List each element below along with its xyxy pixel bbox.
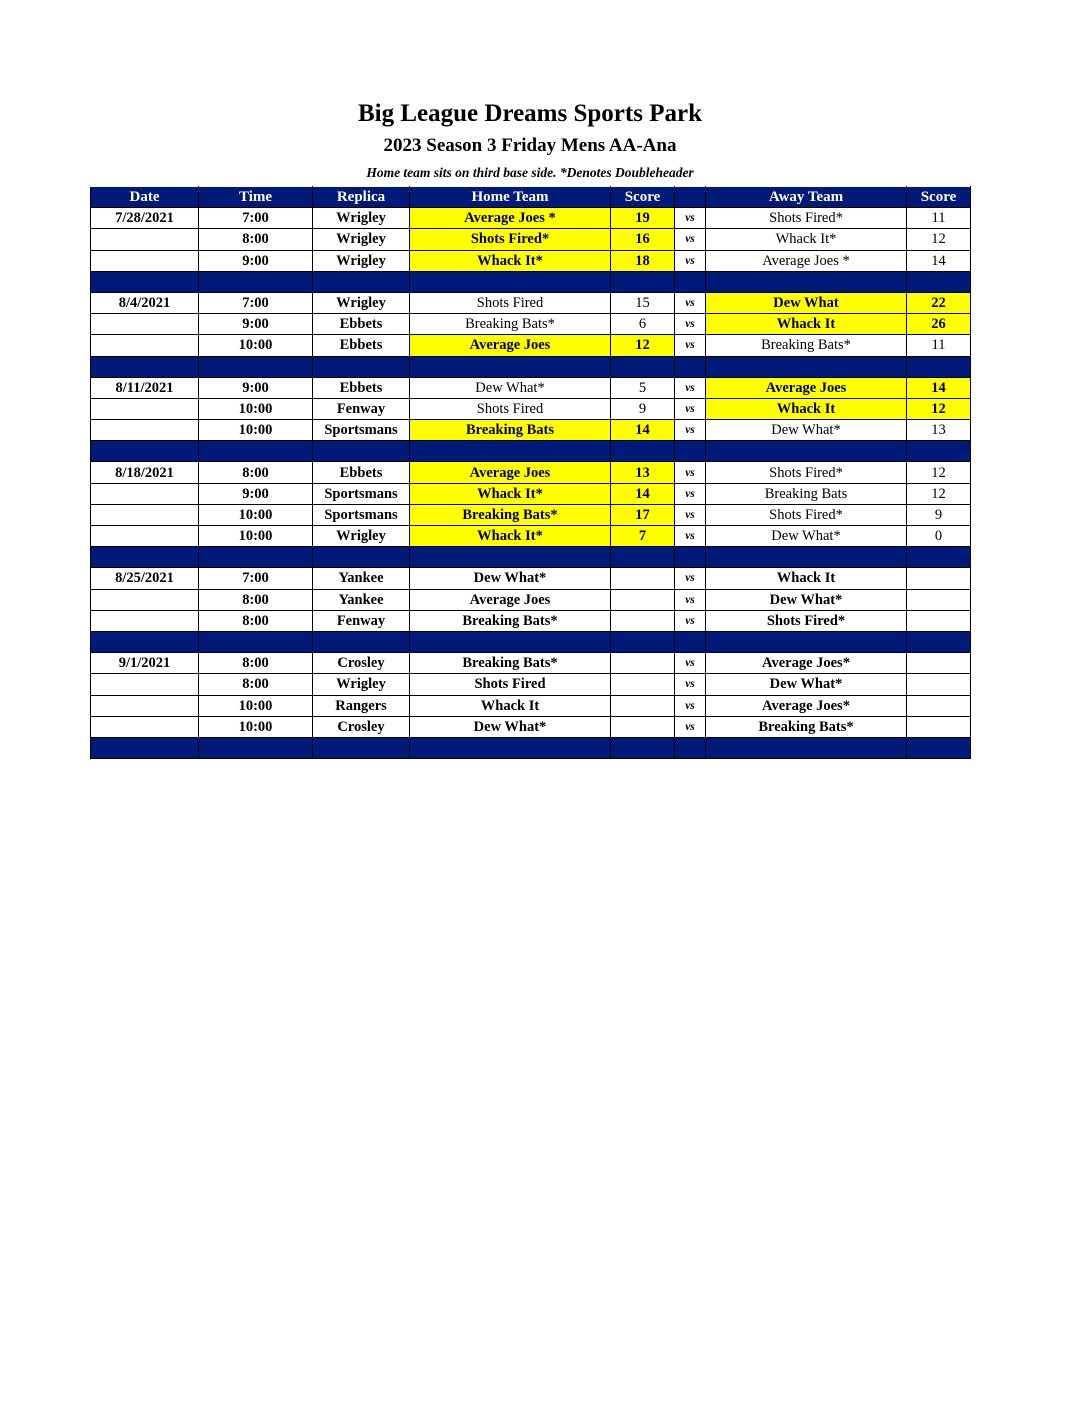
vs-label: vs <box>675 674 706 695</box>
column-header-time: Time <box>199 187 313 208</box>
home-score: 14 <box>611 483 675 504</box>
game-date: 8/4/2021 <box>91 292 199 313</box>
game-time: 8:00 <box>199 653 313 674</box>
schedule-body <box>91 208 971 759</box>
home-team: Shots Fired* <box>410 229 611 250</box>
away-score: 26 <box>907 314 971 335</box>
game-replica-field: Fenway <box>313 398 410 419</box>
away-team: Shots Fired* <box>706 208 907 229</box>
away-score <box>907 695 971 716</box>
game-time: 8:00 <box>199 610 313 631</box>
game-date <box>91 674 199 695</box>
table-row <box>91 314 971 335</box>
home-team: Dew What* <box>410 377 611 398</box>
separator-cell <box>410 737 611 758</box>
home-score: 19 <box>611 208 675 229</box>
separator-cell <box>91 271 199 292</box>
game-date: 8/11/2021 <box>91 377 199 398</box>
away-score <box>907 674 971 695</box>
table-row <box>91 610 971 631</box>
separator-cell <box>410 547 611 568</box>
separator-cell <box>199 547 313 568</box>
separator-cell <box>91 737 199 758</box>
game-date: 9/1/2021 <box>91 653 199 674</box>
game-time: 8:00 <box>199 674 313 695</box>
separator-cell <box>675 737 706 758</box>
away-team: Shots Fired* <box>706 462 907 483</box>
schedule-note: Home team sits on third base side. *Denotes Doubleheader <box>366 165 694 180</box>
away-team: Breaking Bats* <box>706 716 907 737</box>
home-score: 16 <box>611 229 675 250</box>
game-replica-field: Yankee <box>313 589 410 610</box>
game-replica-field: Crosley <box>313 716 410 737</box>
game-date: 8/18/2021 <box>91 462 199 483</box>
game-date <box>91 398 199 419</box>
table-row <box>91 229 971 250</box>
home-team: Average Joes * <box>410 208 611 229</box>
away-team: Shots Fired* <box>706 504 907 525</box>
game-date <box>91 483 199 504</box>
separator-cell <box>410 441 611 462</box>
vs-label: vs <box>675 526 706 547</box>
home-team: Shots Fired <box>410 292 611 313</box>
separator-cell <box>199 356 313 377</box>
vs-label: vs <box>675 208 706 229</box>
home-score: 15 <box>611 292 675 313</box>
separator-cell <box>199 737 313 758</box>
away-team: Whack It* <box>706 229 907 250</box>
home-team: Breaking Bats* <box>410 610 611 631</box>
game-replica-field: Crosley <box>313 653 410 674</box>
game-replica-field: Ebbets <box>313 314 410 335</box>
column-header-replica: Replica <box>313 187 410 208</box>
game-replica-field: Sportsmans <box>313 504 410 525</box>
table-row <box>91 589 971 610</box>
game-time: 9:00 <box>199 314 313 335</box>
home-team: Breaking Bats* <box>410 653 611 674</box>
table-row <box>91 398 971 419</box>
game-time: 8:00 <box>199 229 313 250</box>
column-header-away-team: Away Team <box>706 187 907 208</box>
week-separator-row <box>91 271 971 292</box>
game-time: 9:00 <box>199 250 313 271</box>
page-title: Big League Dreams Sports Park <box>358 100 702 127</box>
game-time: 8:00 <box>199 589 313 610</box>
table-row <box>91 208 971 229</box>
separator-cell <box>91 547 199 568</box>
game-date: 7/28/2021 <box>91 208 199 229</box>
home-team: Average Joes <box>410 462 611 483</box>
away-team: Whack It <box>706 314 907 335</box>
home-score <box>611 589 675 610</box>
game-replica-field: Wrigley <box>313 229 410 250</box>
away-score: 11 <box>907 335 971 356</box>
game-replica-field: Wrigley <box>313 674 410 695</box>
game-replica-field: Ebbets <box>313 462 410 483</box>
vs-label: vs <box>675 420 706 441</box>
game-replica-field: Yankee <box>313 568 410 589</box>
separator-cell <box>907 441 971 462</box>
game-replica-field: Wrigley <box>313 526 410 547</box>
separator-cell <box>706 547 907 568</box>
home-score: 6 <box>611 314 675 335</box>
game-date <box>91 526 199 547</box>
game-date <box>91 420 199 441</box>
separator-cell <box>907 271 971 292</box>
home-score: 5 <box>611 377 675 398</box>
game-replica-field: Wrigley <box>313 250 410 271</box>
game-date <box>91 229 199 250</box>
away-score: 14 <box>907 250 971 271</box>
page-subtitle: 2023 Season 3 Friday Mens AA-Ana <box>383 135 677 156</box>
week-separator-row <box>91 356 971 377</box>
away-team: Average Joes * <box>706 250 907 271</box>
separator-cell <box>91 441 199 462</box>
separator-cell <box>313 547 410 568</box>
home-team: Shots Fired <box>410 674 611 695</box>
home-team: Breaking Bats <box>410 420 611 441</box>
separator-cell <box>410 631 611 652</box>
vs-label: vs <box>675 335 706 356</box>
away-score: 9 <box>907 504 971 525</box>
game-time: 10:00 <box>199 695 313 716</box>
home-score <box>611 716 675 737</box>
separator-cell <box>706 356 907 377</box>
vs-label: vs <box>675 398 706 419</box>
home-team: Shots Fired <box>410 398 611 419</box>
table-row <box>91 377 971 398</box>
separator-cell <box>675 631 706 652</box>
separator-cell <box>410 356 611 377</box>
away-team: Shots Fired* <box>706 610 907 631</box>
game-time: 7:00 <box>199 568 313 589</box>
vs-label: vs <box>675 250 706 271</box>
separator-cell <box>611 271 675 292</box>
home-score <box>611 674 675 695</box>
table-row <box>91 653 971 674</box>
home-score: 9 <box>611 398 675 419</box>
game-time: 7:00 <box>199 208 313 229</box>
game-time: 10:00 <box>199 526 313 547</box>
vs-label: vs <box>675 314 706 335</box>
separator-cell <box>91 631 199 652</box>
game-time: 10:00 <box>199 420 313 441</box>
week-separator-row <box>91 547 971 568</box>
separator-cell <box>199 441 313 462</box>
column-header-date: Date <box>91 187 199 208</box>
home-team: Average Joes <box>410 589 611 610</box>
away-team: Dew What* <box>706 674 907 695</box>
table-row <box>91 568 971 589</box>
away-score: 12 <box>907 483 971 504</box>
away-team: Dew What <box>706 292 907 313</box>
away-score: 14 <box>907 377 971 398</box>
game-date <box>91 610 199 631</box>
column-header-home-score: Score <box>611 187 675 208</box>
away-score <box>907 568 971 589</box>
separator-cell <box>91 356 199 377</box>
game-time: 9:00 <box>199 483 313 504</box>
table-header-row <box>91 187 971 208</box>
separator-cell <box>907 737 971 758</box>
away-team: Breaking Bats <box>706 483 907 504</box>
separator-cell <box>706 441 907 462</box>
game-replica-field: Wrigley <box>313 292 410 313</box>
separator-cell <box>706 271 907 292</box>
table-row <box>91 483 971 504</box>
game-replica-field: Rangers <box>313 695 410 716</box>
game-replica-field: Fenway <box>313 610 410 631</box>
home-score <box>611 568 675 589</box>
away-score: 0 <box>907 526 971 547</box>
home-score <box>611 695 675 716</box>
away-team: Breaking Bats* <box>706 335 907 356</box>
home-team: Whack It* <box>410 483 611 504</box>
column-header-away-score: Score <box>907 187 971 208</box>
separator-cell <box>611 631 675 652</box>
separator-cell <box>199 271 313 292</box>
away-score: 12 <box>907 229 971 250</box>
vs-label: vs <box>675 568 706 589</box>
game-date <box>91 250 199 271</box>
vs-label: vs <box>675 610 706 631</box>
table-row <box>91 335 971 356</box>
away-team: Average Joes* <box>706 695 907 716</box>
game-replica-field: Sportsmans <box>313 420 410 441</box>
home-team: Average Joes <box>410 335 611 356</box>
separator-cell <box>611 356 675 377</box>
game-time: 7:00 <box>199 292 313 313</box>
separator-cell <box>706 631 907 652</box>
home-team: Dew What* <box>410 716 611 737</box>
home-team: Breaking Bats* <box>410 314 611 335</box>
separator-cell <box>675 441 706 462</box>
separator-cell <box>410 271 611 292</box>
away-score: 11 <box>907 208 971 229</box>
table-row <box>91 695 971 716</box>
separator-cell <box>706 737 907 758</box>
away-team: Dew What* <box>706 589 907 610</box>
vs-label: vs <box>675 377 706 398</box>
table-row <box>91 674 971 695</box>
game-replica-field: Ebbets <box>313 377 410 398</box>
vs-label: vs <box>675 589 706 610</box>
table-row <box>91 462 971 483</box>
away-score <box>907 716 971 737</box>
home-score <box>611 610 675 631</box>
game-time: 8:00 <box>199 462 313 483</box>
separator-cell <box>675 356 706 377</box>
game-replica-field: Sportsmans <box>313 483 410 504</box>
table-row <box>91 526 971 547</box>
separator-cell <box>199 631 313 652</box>
away-score <box>907 653 971 674</box>
home-score: 14 <box>611 420 675 441</box>
separator-cell <box>907 547 971 568</box>
separator-cell <box>313 271 410 292</box>
separator-cell <box>611 441 675 462</box>
vs-label: vs <box>675 483 706 504</box>
game-date <box>91 716 199 737</box>
game-date <box>91 314 199 335</box>
vs-label: vs <box>675 653 706 674</box>
separator-cell <box>313 441 410 462</box>
away-score: 12 <box>907 398 971 419</box>
away-team: Whack It <box>706 568 907 589</box>
separator-cell <box>675 547 706 568</box>
game-time: 10:00 <box>199 335 313 356</box>
game-date <box>91 504 199 525</box>
separator-cell <box>611 737 675 758</box>
separator-cell <box>611 547 675 568</box>
vs-label: vs <box>675 229 706 250</box>
column-header-vs <box>675 187 706 208</box>
home-score: 18 <box>611 250 675 271</box>
vs-label: vs <box>675 292 706 313</box>
home-score: 13 <box>611 462 675 483</box>
table-row <box>91 420 971 441</box>
column-header-home-team: Home Team <box>410 187 611 208</box>
away-team: Average Joes* <box>706 653 907 674</box>
home-team: Dew What* <box>410 568 611 589</box>
separator-cell <box>675 271 706 292</box>
home-score: 17 <box>611 504 675 525</box>
away-score: 22 <box>907 292 971 313</box>
game-date <box>91 589 199 610</box>
home-team: Breaking Bats* <box>410 504 611 525</box>
table-row <box>91 716 971 737</box>
separator-cell <box>313 631 410 652</box>
vs-label: vs <box>675 716 706 737</box>
table-row <box>91 292 971 313</box>
game-replica-field: Wrigley <box>313 208 410 229</box>
vs-label: vs <box>675 504 706 525</box>
game-date <box>91 695 199 716</box>
away-score <box>907 589 971 610</box>
away-score: 12 <box>907 462 971 483</box>
vs-label: vs <box>675 695 706 716</box>
table-row <box>91 504 971 525</box>
away-score <box>907 610 971 631</box>
vs-label: vs <box>675 462 706 483</box>
separator-cell <box>313 356 410 377</box>
game-date: 8/25/2021 <box>91 568 199 589</box>
game-time: 10:00 <box>199 504 313 525</box>
away-team: Dew What* <box>706 420 907 441</box>
game-time: 9:00 <box>199 377 313 398</box>
game-replica-field: Ebbets <box>313 335 410 356</box>
home-score: 7 <box>611 526 675 547</box>
game-date <box>91 335 199 356</box>
away-team: Whack It <box>706 398 907 419</box>
week-separator-row <box>91 441 971 462</box>
week-separator-row <box>91 631 971 652</box>
home-team: Whack It* <box>410 250 611 271</box>
table-row <box>91 250 971 271</box>
away-team: Dew What* <box>706 526 907 547</box>
separator-cell <box>313 737 410 758</box>
schedule-table <box>90 186 971 759</box>
home-team: Whack It <box>410 695 611 716</box>
home-score <box>611 653 675 674</box>
away-score: 13 <box>907 420 971 441</box>
game-time: 10:00 <box>199 398 313 419</box>
home-score: 12 <box>611 335 675 356</box>
week-separator-row <box>91 737 971 758</box>
game-time: 10:00 <box>199 716 313 737</box>
separator-cell <box>907 356 971 377</box>
home-team: Whack It* <box>410 526 611 547</box>
separator-cell <box>907 631 971 652</box>
away-team: Average Joes <box>706 377 907 398</box>
